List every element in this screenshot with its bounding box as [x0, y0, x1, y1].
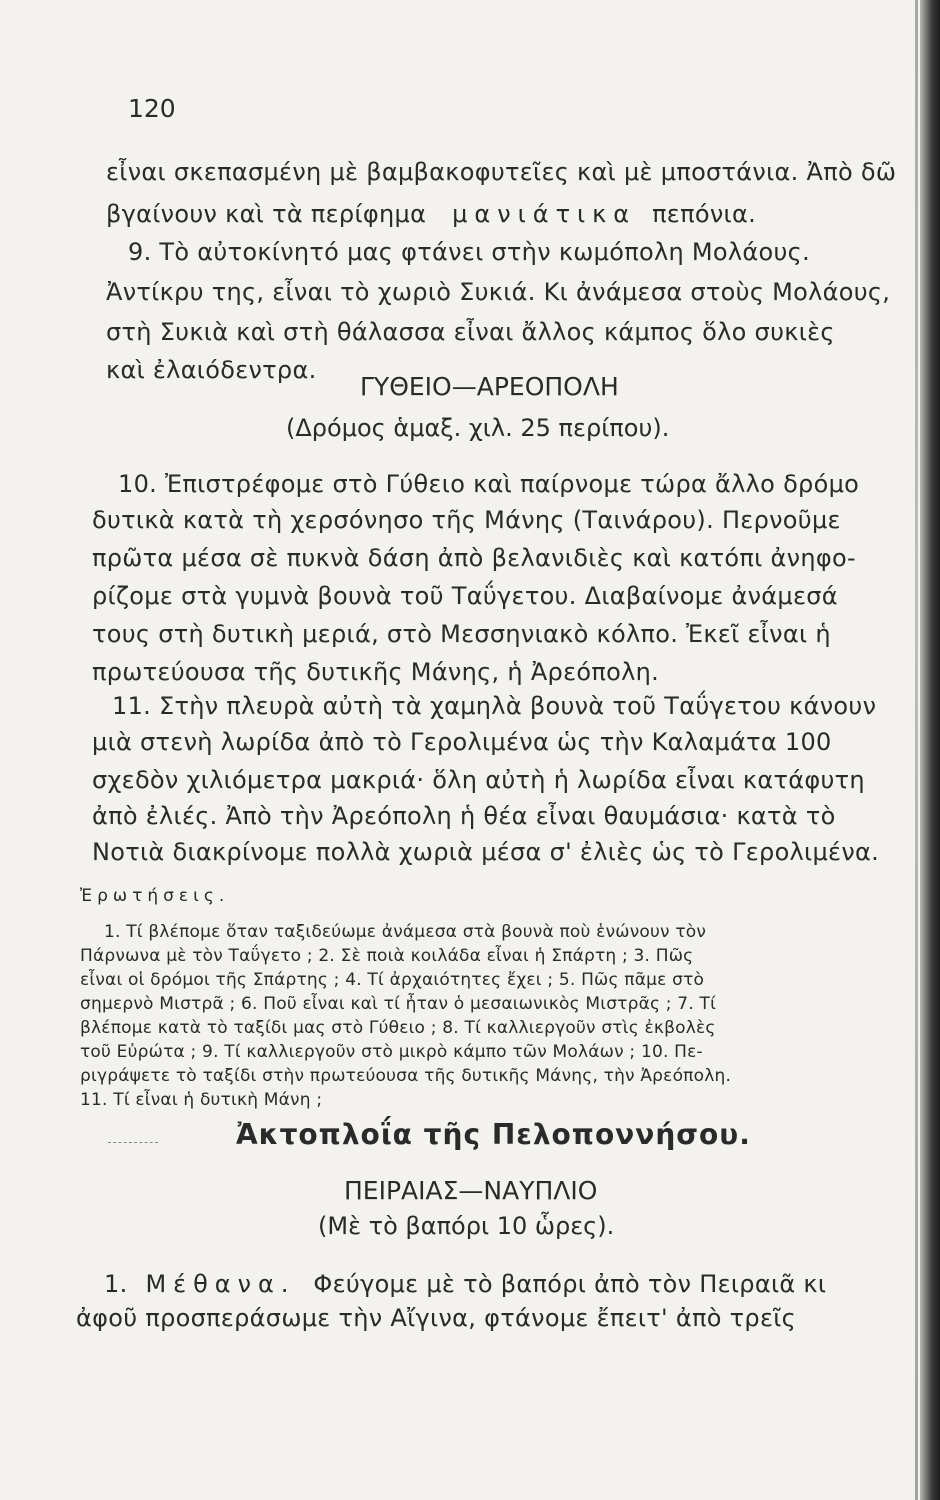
- question-line: εἶναι οἱ δρόμοι τῆς Σπάρτης ; 4. Τί ἀρχαιότητες ἔχει ; 5. Πῶς πᾶμε στὸ: [80, 970, 705, 990]
- question-line: Πάρνωνα μὲ τὸν Ταΰγετο ; 2. Σὲ ποιὰ κοιλάδα εἶναι ἡ Σπάρτη ; 3. Πῶς: [80, 946, 694, 966]
- text-fragment: βγαίνουν καὶ τὰ περίφημα: [106, 200, 427, 228]
- section-heading: ΓΥΘΕΙΟ—ΑΡΕΟΠΟΛΗ: [360, 372, 619, 401]
- question-line: ριγράψετε τὸ ταξίδι στὴν πρωτεύουσα τῆς δυτικῆς Μάνης, τὴν Ἀρεόπολη.: [80, 1066, 732, 1086]
- text-line: [106, 200, 756, 228]
- text-line: 11. Στὴν πλευρὰ αὐτὴ τὰ χαμηλὰ βουνὰ τοῦ Ταΰγετου κάνουν: [112, 692, 877, 720]
- question-line: βλέπομε κατὰ τὸ ταξίδι μας στὸ Γύθειο ; 8. Τί καλλιεργοῦν στὶς ἐκβολὲς: [80, 1018, 716, 1038]
- text-line: μιὰ στενὴ λωρίδα ἀπὸ τὸ Γερολιμένα ὡς τὴν Καλαμάτα 100: [92, 728, 832, 756]
- text-line: σχεδὸν χιλιόμετρα μακριά· ὅλη αὐτὴ ἡ λωρίδα εἶναι κατάφυτη: [92, 766, 865, 794]
- question-line: 1. Τί βλέπομε ὅταν ταξιδεύωμε ἀνάμεσα στὰ βουνὰ ποὺ ἑνώνουν τὸν: [104, 922, 707, 942]
- section-heading: ΠΕΙΡΑΙΑΣ—ΝΑΥΠΛΙΟ: [344, 1176, 598, 1205]
- text-line: 10. Ἐπιστρέφομε στὸ Γύθειο καὶ παίρνομε τώρα ἄλλο δρόμο: [118, 470, 860, 498]
- question-line: 11. Τί εἶναι ἡ δυτικὴ Μάνη ;: [80, 1090, 323, 1110]
- text-line: ἀφοῦ προσπεράσωμε τὴν Αἴγινα, φτάνομε ἔπειτ' ἀπὸ τρεῖς: [76, 1304, 797, 1332]
- text-line: 9. Τὸ αὐτοκίνητό μας φτάνει στὴν κωμόπολη Μολάους.: [128, 238, 810, 266]
- question-line: σημερνὸ Μιστρᾶ ; 6. Ποῦ εἶναι καὶ τί ἦταν ὁ μεσαιωνικὸς Μιστρᾶς ; 7. Τί: [80, 994, 717, 1014]
- book-spine: [920, 0, 940, 1500]
- text-line: στὴ Συκιὰ καὶ στὴ θάλασσα εἶναι ἄλλος κάμπος ὅλο συκιὲς: [106, 318, 835, 346]
- text-line: τους στὴ δυτικὴ μεριά, στὸ Μεσσηνιακὸ κόλπο. Ἐκεῖ εἶναι ἡ: [92, 620, 831, 648]
- text-line: πρῶτα μέσα σὲ πυκνὰ δάση ἀπὸ βελανιδιὲς καὶ κατόπι ἀνηφο-: [92, 544, 856, 572]
- section-subheading: (Δρόμος ἁμαξ. χιλ. 25 περίπου).: [286, 414, 670, 442]
- text-fragment: πεπόνια.: [652, 200, 756, 228]
- page-shadow: [915, 0, 918, 1500]
- text-line: πρωτεύουσα τῆς δυτικῆς Μάνης, ἡ Ἀρεόπολη.: [92, 658, 660, 686]
- text-fragment: Φεύγομε μὲ τὸ βαπόρι ἀπὸ τὸν Πειραιᾶ κι: [313, 1270, 827, 1298]
- text-line: εἶναι σκεπασμένη μὲ βαμβακοφυτεῖες καὶ μὲ μποστάνια. Ἀπὸ δῶ: [106, 158, 897, 186]
- page-number: 120: [128, 94, 176, 123]
- paragraph-number: 1.: [104, 1270, 128, 1298]
- decorative-dash: [108, 1142, 158, 1144]
- spaced-word: Μέθανα.: [145, 1270, 296, 1298]
- chapter-heading: Ἀκτοπλοΐα τῆς Πελοποννήσου.: [236, 1118, 751, 1151]
- section-subheading: (Μὲ τὸ βαπόρι 10 ὧρες).: [318, 1212, 615, 1240]
- text-line: καὶ ἐλαιόδεντρα.: [106, 356, 317, 384]
- text-line: [104, 1270, 826, 1298]
- text-line: δυτικὰ κατὰ τὴ χερσόνησο τῆς Μάνης (Ταινάρου). Περνοῦμε: [92, 506, 841, 534]
- question-line: τοῦ Εὐρώτα ; 9. Τί καλλιεργοῦν στὸ μικρὸ κάμπο τῶν Μολάων ; 10. Πε-: [80, 1042, 703, 1062]
- text-line: Ἀντίκρυ της, εἶναι τὸ χωριὸ Συκιά. Κι ἀνάμεσα στοὺς Μολάους,: [106, 278, 891, 306]
- text-line: ρίζομε στὰ γυμνὰ βουνὰ τοῦ Ταΰγετου. Διαβαίνομε ἀνάμεσά: [92, 582, 838, 610]
- questions-label: Ἐρωτήσεις.: [80, 886, 230, 906]
- text-line: Νοτιὰ διακρίνομε πολλὰ χωριὰ μέσα σ' ἐλιὲς ὡς τὸ Γερολιμένα.: [92, 838, 880, 866]
- spaced-word: μανιάτικα: [452, 200, 637, 228]
- text-line: ἀπὸ ἐλιές. Ἀπὸ τὴν Ἀρεόπολη ἡ θέα εἶναι θαυμάσια· κατὰ τὸ: [92, 802, 836, 830]
